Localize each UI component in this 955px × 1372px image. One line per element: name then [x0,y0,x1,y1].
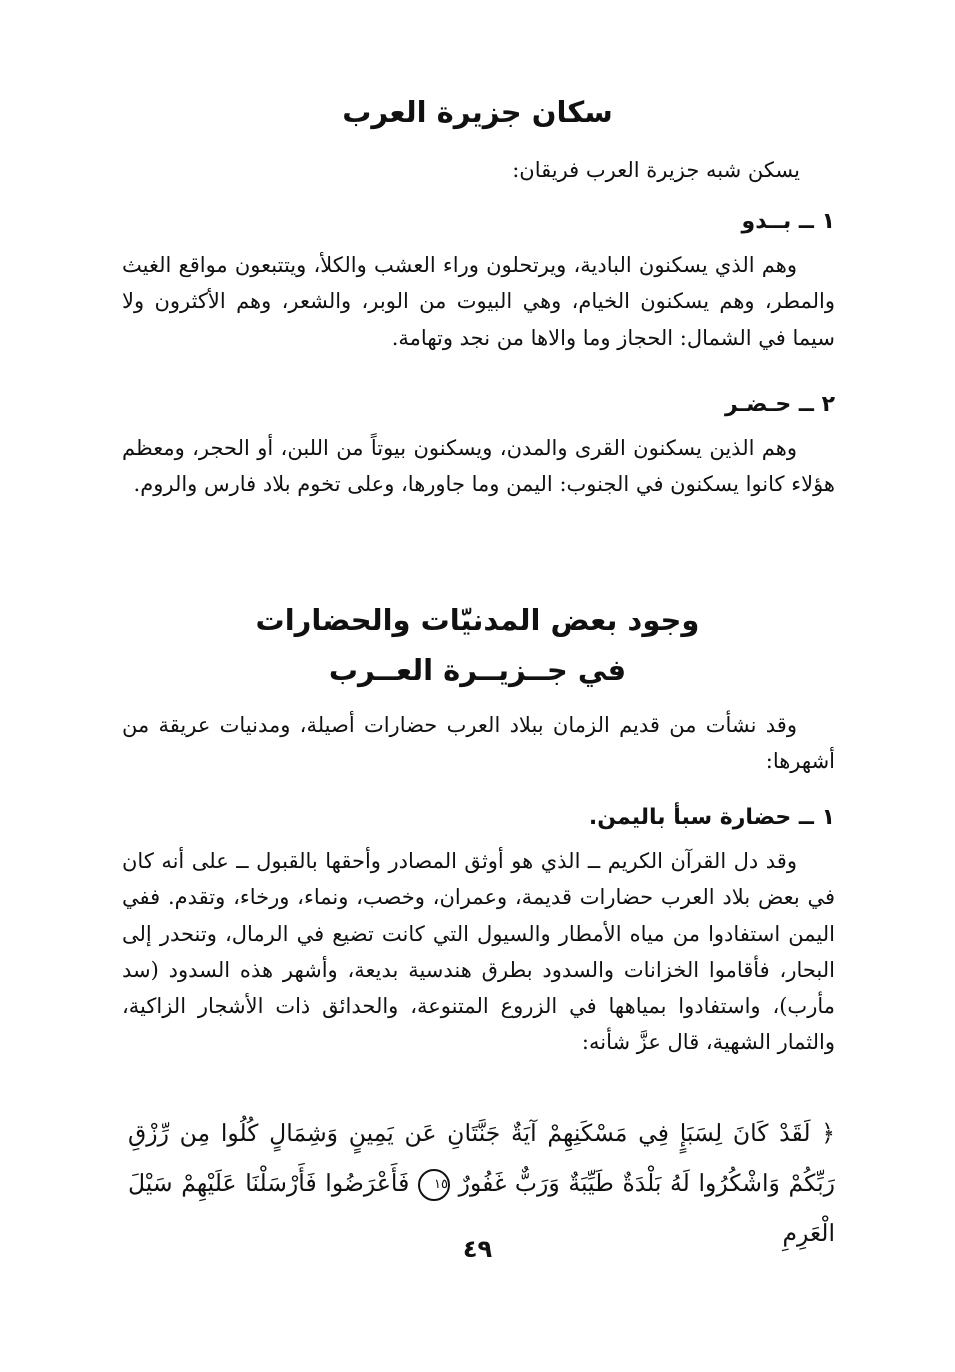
section-intro: يسكن شبه جزيرة العرب فريقان: [512,158,800,182]
verse-number-marker: ١٥ [418,1169,450,1201]
section-title-inhabitants: سكان جزيرة العرب [342,95,613,129]
section-title-civilizations: وجود بعض المدنيّات والحضارات [255,603,700,637]
page-number: ٤٩ [462,1235,493,1263]
quran-line-1: ﴿ لَقَدْ كَانَ لِسَبَإٍ فِي مَسْكَنِهِمْ آيَةٌ جَنَّتَانِ عَن يَمِينٍ وَشِمَالٍ كُلُوا مِن رِّزْقِ [128,1119,835,1147]
heading-settled: ٢ ــ حـضـر [724,392,835,417]
paragraph-bedouins: وهم الذي يسكنون البادية، ويرتحلون وراء العشب والكلأ، ويتتبعون مواقع الغيث والمطر، وهم يسكنون الخيام، وهي البيوت من الوبر، والشعر، وهم الأكثرون ولا سيما في الشمال: الحجاز وما والاها من نجد وتهامة. [122,253,835,350]
paragraph-civilizations-intro: وقد نشأت من قديم الزمان ببلاد العرب حضارات أصيلة، ومدنيات عريقة من أشهرها: [122,713,835,774]
heading-saba: ١ ــ حضارة سبأ باليمن. [588,805,835,830]
paragraph-saba: وقد دل القرآن الكريم ــ الذي هو أوثق المصادر وأحقها بالقبول ــ على أنه كان في بعض بلاد العرب حضارات قديمة، وعمران، وخصب، ونماء، ورخاء، وتقدم. ففي اليمن استفادوا من مياه الأمطار والسيول التي كانت تضيع في الرمال، وتنحدر إلى البحار، فأقاموا الخزانات والسدود بطرق هندسية بديعة، وأشهر هذه السدود (سد مأرب)، واستفادوا بمياهها في الزروع المتنوعة، والحدائق ذات الأشجار الزاكية، والثمار الشهية، قال عزَّ شأنه: [122,849,835,1055]
section-title-civilizations-line2: في جــزيــرة العــرب [328,653,627,687]
quran-line-2-end: فَأَعْرَضُوا فَأَرْسَلْنَا عَلَيْهِمْ سَيْلَ الْعَرِمِ [128,1169,835,1247]
paragraph-settled: وهم الذين يسكنون القرى والمدن، ويسكنون بيوتاً من اللبن، أو الحجر، ومعظم هؤلاء كانوا يسكنون في الجنوب: اليمن وما جاورها، وعلى تخوم بلاد فارس والروم. [122,436,835,497]
quran-line-2-start: رَبِّكُمْ وَاشْكُرُوا لَهُ بَلْدَةٌ طَيِّبَةٌ وَرَبٌّ غَفُورٌ [458,1169,835,1197]
heading-bedouins: ١ ــ بــدو [741,209,835,234]
